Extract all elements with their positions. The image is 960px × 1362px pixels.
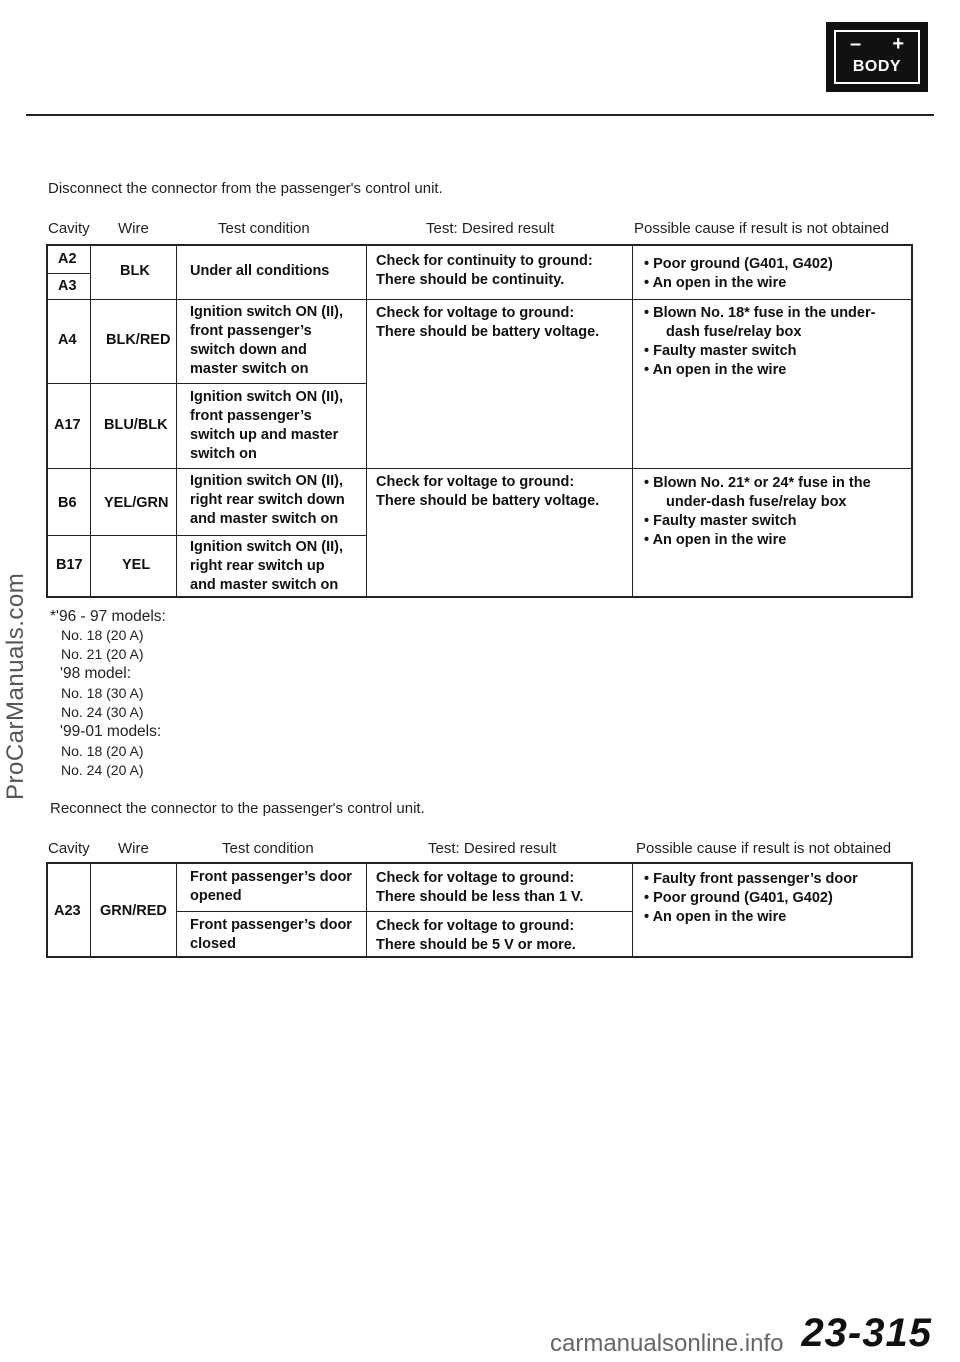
wire-cell: GRN/RED xyxy=(100,903,167,919)
cause-cell: • Poor ground (G401, G402) • An open in the wire xyxy=(644,256,833,291)
bottom-watermark: carmanualsonline.info xyxy=(550,1330,784,1357)
col-header-possible-cause: Possible cause if result is not obtained xyxy=(636,840,892,857)
footnote-line: No. 21 (20 A) xyxy=(61,646,144,662)
wire-cell: BLK/RED xyxy=(106,332,171,348)
cavity-cell: A2 xyxy=(58,251,77,267)
result-cell: Check for voltage to ground: There should be battery voltage. xyxy=(376,305,600,340)
col-header-possible-cause: Possible cause if result is not obtained xyxy=(634,220,890,237)
cavity-cell: B17 xyxy=(56,557,83,573)
condition-cell: Ignition switch ON (II), right rear switch down and master switch on xyxy=(190,473,345,527)
header-rule xyxy=(26,114,934,116)
battery-minus-icon: – xyxy=(850,33,862,55)
col-header-test-condition: Test condition xyxy=(218,220,310,237)
wire-cell: BLK xyxy=(120,263,150,279)
condition-cell: Front passenger’s door opened xyxy=(190,869,352,904)
result-cell: Check for voltage to ground: There should be 5 V or more. xyxy=(376,918,576,953)
col-header-cavity: Cavity xyxy=(48,220,90,237)
footnote-line: No. 18 (30 A) xyxy=(61,685,144,701)
col-header-wire: Wire xyxy=(118,220,149,237)
result-cell: Check for voltage to ground: There should be less than 1 V. xyxy=(376,870,584,905)
cavity-cell: A3 xyxy=(58,278,77,294)
col-header-desired-result: Test: Desired result xyxy=(426,220,555,237)
footnote-line: No. 24 (30 A) xyxy=(61,704,144,720)
col-header-test-condition: Test condition xyxy=(222,840,314,857)
result-cell: Check for voltage to ground: There should be battery voltage. xyxy=(376,474,600,509)
test-table-1 xyxy=(46,244,913,598)
condition-cell: Ignition switch ON (II), front passenger’s switch down and master switch on xyxy=(190,304,344,377)
footnote-heading: *'96 - 97 models: xyxy=(50,608,166,625)
condition-cell: Ignition switch ON (II), right rear switch up and master switch on xyxy=(190,539,344,593)
condition-cell: Under all conditions xyxy=(190,263,330,279)
body-section-badge xyxy=(826,22,928,92)
cavity-cell: A4 xyxy=(58,332,77,348)
page-number: 23-315 xyxy=(801,1311,932,1355)
wire-cell: YEL/GRN xyxy=(104,495,169,511)
instruction-reconnect: Reconnect the connector to the passenger's control unit. xyxy=(50,800,425,817)
cause-cell: • Blown No. 18* fuse in the under- dash fuse/relay box • Faulty master switch • An open in the wire xyxy=(644,305,876,378)
footnote-line: No. 24 (20 A) xyxy=(61,762,144,778)
footnote-line: No. 18 (20 A) xyxy=(61,627,144,643)
footnote-line: No. 18 (20 A) xyxy=(61,743,144,759)
col-header-cavity: Cavity xyxy=(48,840,90,857)
battery-plus-icon: + xyxy=(892,33,904,55)
badge-label: BODY xyxy=(852,58,902,75)
cause-cell: • Faulty front passenger’s door • Poor ground (G401, G402) • An open in the wire xyxy=(644,871,858,925)
cavity-cell: A17 xyxy=(54,417,81,433)
footnote-heading: '99-01 models: xyxy=(60,723,162,740)
condition-cell: Front passenger’s door closed xyxy=(190,917,352,952)
cavity-cell: B6 xyxy=(58,495,77,511)
cavity-cell: A23 xyxy=(54,903,81,919)
result-cell: Check for continuity to ground: There should be continuity. xyxy=(376,253,593,288)
col-header-desired-result: Test: Desired result xyxy=(428,840,557,857)
instruction-disconnect: Disconnect the connector from the passenger's control unit. xyxy=(48,180,443,197)
wire-cell: YEL xyxy=(122,557,151,573)
side-watermark: ProCarManuals.com xyxy=(2,572,29,800)
col-header-wire: Wire xyxy=(118,840,149,857)
cause-cell: • Blown No. 21* or 24* fuse in the under-dash fuse/relay box • Faulty master switch • An open in the wire xyxy=(644,475,871,548)
wire-cell: BLU/BLK xyxy=(104,417,168,433)
condition-cell: Ignition switch ON (II), front passenger’s switch up and master switch on xyxy=(190,389,344,462)
test-table-2 xyxy=(46,862,913,958)
footnote-heading: '98 model: xyxy=(60,665,132,682)
